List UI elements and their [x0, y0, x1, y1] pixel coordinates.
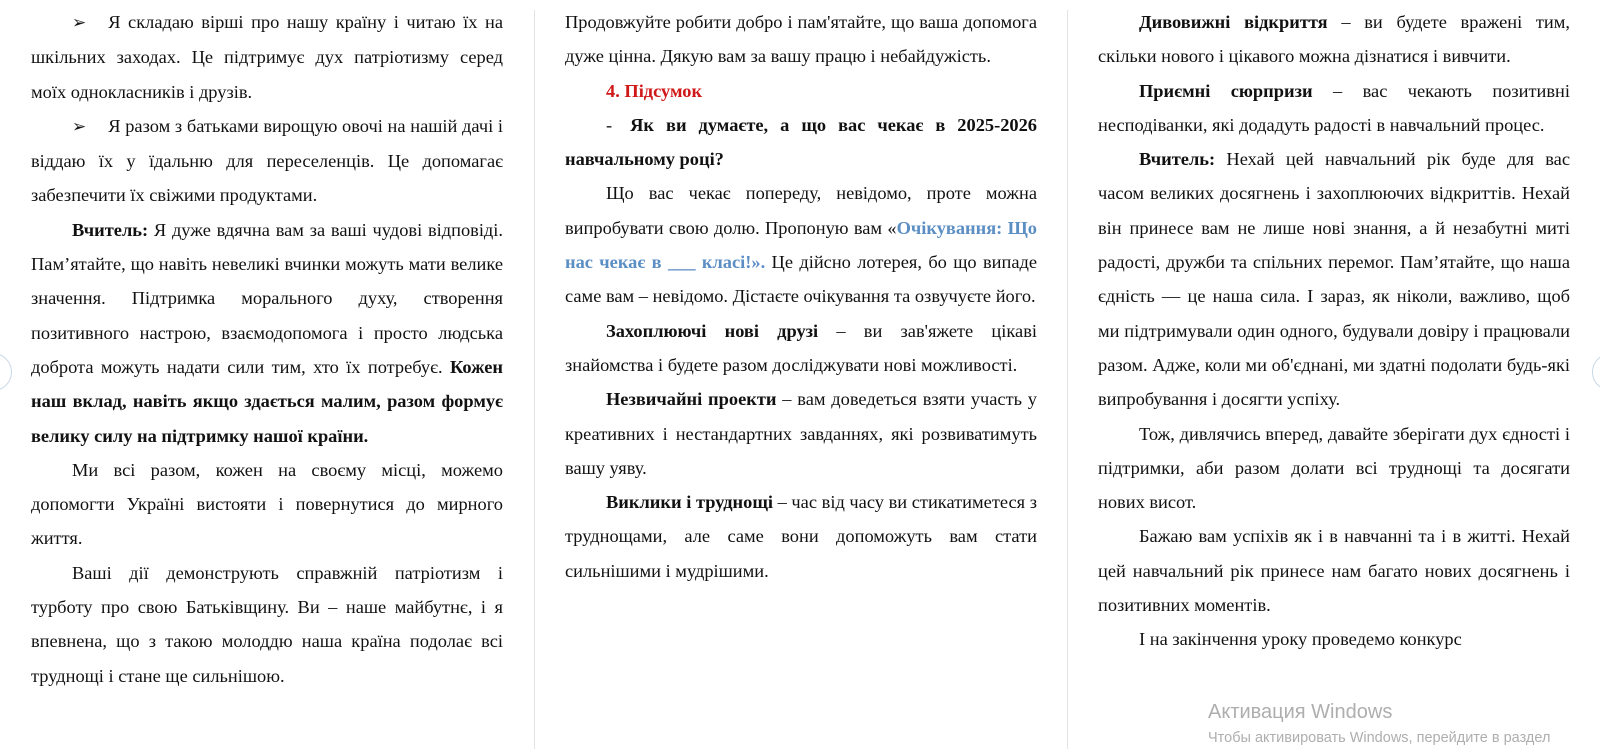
teacher-paragraph [1098, 142, 1570, 416]
question-paragraph [565, 108, 1037, 177]
teacher-label: Вчитель: [1139, 149, 1216, 170]
teacher-text: Нехай цей навчальний рік буде для вас часом великих досягнень і захоплюючих відкриттів. Нехай він принесе вам не лише нові знання, а й незабутні миті радості, дружби та спільних перемог. Пам’ятайте, що наша єдність — це наша сила. І зараз, як ніколи, важливо, щоб ми підтримували один одного, будували довіру і працювали разом. Адже, коли ми об'єднані, ми здатні подолати будь-які випробування і досягти успіху. [1098, 149, 1570, 410]
bullet-item [31, 109, 503, 213]
dash-marker: - [606, 114, 613, 135]
expectation-item [565, 314, 1037, 383]
question-text: Як ви думаєте, а що вас чекає в 2025-2026 навчальному році? [565, 114, 1037, 170]
teacher-label: Вчитель: [72, 219, 149, 240]
arrow-bullet-icon: ➢ [72, 116, 87, 137]
teacher-paragraph [31, 213, 503, 453]
paragraph: Ми всі разом, кожен на своєму місці, можемо допомогти Україні вистояти і повернутися до мирного життя. [31, 459, 503, 549]
text-column-2 [565, 5, 1037, 588]
expectation-item [1098, 5, 1570, 74]
expectation-item [565, 485, 1037, 588]
bullet-text: Я разом з батьками вирощую овочі на нашій дачі і віддаю їх у їдальню для переселенців. Це допомагає забезпечити їх свіжими продуктами. [31, 115, 503, 206]
windows-activation-title: Активация Windows [1208, 701, 1393, 723]
expectation-text: – ви зав'яжете цікаві знайомства і будете разом досліджувати нові можливості. [565, 320, 1037, 375]
column-divider [534, 10, 535, 749]
column-divider [1067, 10, 1068, 749]
highlighted-title: Очікування: Що нас чекає в ___ класі!». [565, 217, 1037, 273]
next-page-button[interactable] [1592, 353, 1600, 391]
expectation-text: – час від часу ви стикатиметеся з труднощами, але саме вони допоможуть вам стати сильнішими і мудрішими. [565, 492, 1037, 581]
windows-activation-hint: Чтобы активировать Windows, перейдите в раздел [1208, 730, 1551, 746]
intro-text-end: Це дійсно лотерея, бо що випаде саме вам – невідомо. Дістаєте очікування та озвучуєте його. [565, 252, 1037, 307]
teacher-bold-text: Кожен наш вклад, навіть якщо здається малим, разом формує велику силу на підтримку нашої країни. [31, 356, 503, 446]
section-heading: 4. Підсумок [606, 80, 703, 101]
paragraph: І на закінчення уроку проведемо конкурс [1139, 629, 1462, 650]
expectation-item [565, 382, 1037, 485]
intro-text: Що вас чекає попереду, невідомо, проте можна випробувати свою долю. Пропоную вам « [565, 183, 1037, 238]
arrow-bullet-icon: ➢ [72, 13, 87, 33]
expectation-term: Приємні сюрпризи [1139, 80, 1313, 101]
expectation-term: Захоплюючі нові друзі [606, 320, 819, 341]
previous-page-button[interactable] [0, 353, 12, 391]
expectation-item [1098, 74, 1570, 143]
expectation-text: – вас чекають позитивні несподіванки, які додадуть радості в навчальний процес. [1098, 80, 1570, 135]
paragraph: Продовжуйте робити добро і пам'ятайте, що ваша допомога дуже цінна. Дякую вам за вашу працю і небайдужість. [565, 12, 1037, 67]
teacher-text: Я дуже вдячна вам за ваші чудові відповіді. Пам’ятайте, що навіть невеликі вчинки можуть мати велике значення. Підтримка морального духу, створення позитивного настрою, взаємодопомога і просто людська доброта можуть надати сили тим, хто їх потребує. [31, 219, 503, 377]
text-column-1 [31, 5, 503, 693]
expectation-text: – вам доведеться взяти участь у креативних і нестандартних завданнях, які розвиватимуть вашу уяву. [565, 389, 1037, 478]
bullet-text: Я складаю вірші про нашу країну і читаю їх на шкільних заходах. Це підтримує дух патріотизму серед моїх однокласників і друзів. [31, 12, 503, 102]
bullet-item [31, 5, 503, 109]
paragraph: Тож, дивлячись вперед, давайте зберігати дух єдності і підтримки, аби разом долати всі труднощі та досягати нових висот. [1098, 423, 1570, 513]
expectation-term: Дивовижні відкриття [1139, 12, 1328, 32]
expectation-term: Виклики і труднощі [606, 492, 773, 513]
text-column-3 [1098, 5, 1570, 657]
paragraph: Ваші дії демонструють справжній патріотизм і турботу про свою Батьківщину. Ви – наше майбутнє, і я впевнена, що з такою молоддю наша країна подолає всі труднощі і стане ще сильнішою. [31, 562, 503, 686]
intro-paragraph [565, 176, 1037, 313]
expectation-text: – ви будете вражені тим, скільки нового і цікавого можна дізнатися і вивчити. [1098, 12, 1570, 67]
paragraph: Бажаю вам успіхів як і в навчанні та і в житті. Нехай цей навчальний рік принесе нам багато нових досягнень і позитивних моментів. [1098, 526, 1570, 616]
expectation-term: Незвичайні проекти [606, 389, 777, 410]
